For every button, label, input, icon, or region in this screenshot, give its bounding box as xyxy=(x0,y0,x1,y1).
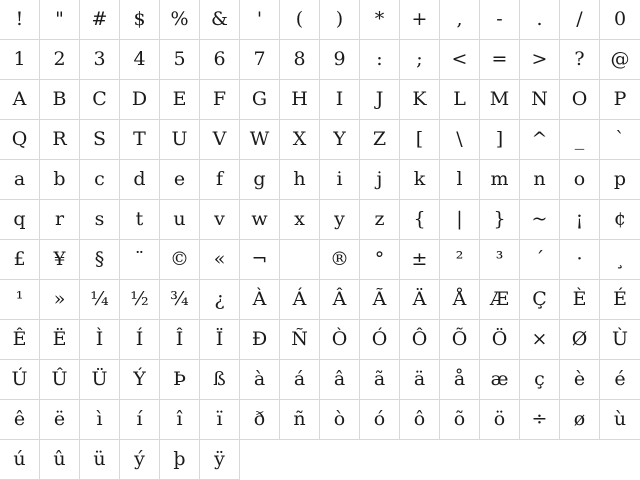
glyph-cell[interactable]: ê xyxy=(0,400,40,440)
glyph-cell[interactable]: U xyxy=(160,120,200,160)
glyph-cell[interactable]: ½ xyxy=(120,280,160,320)
glyph-cell[interactable]: M xyxy=(480,80,520,120)
glyph-cell[interactable]: n xyxy=(520,160,560,200)
glyph-cell[interactable]: Û xyxy=(40,360,80,400)
glyph-cell[interactable]: . xyxy=(520,0,560,40)
glyph-cell[interactable]: < xyxy=(440,40,480,80)
glyph-cell[interactable]: 9 xyxy=(320,40,360,80)
glyph-cell[interactable]: ä xyxy=(400,360,440,400)
glyph-cell[interactable]: ! xyxy=(0,0,40,40)
glyph-cell[interactable]: õ xyxy=(440,400,480,440)
glyph-cell[interactable]: : xyxy=(360,40,400,80)
glyph-cell[interactable]: 2 xyxy=(40,40,80,80)
glyph-cell-empty xyxy=(480,440,520,480)
glyph-cell[interactable]: ? xyxy=(560,40,600,80)
glyph-cell-empty xyxy=(320,440,360,480)
glyph-cell[interactable]: 6 xyxy=(200,40,240,80)
glyph-cell[interactable]: 5 xyxy=(160,40,200,80)
glyph-cell[interactable]: F xyxy=(200,80,240,120)
glyph-cell-empty xyxy=(400,440,440,480)
glyph-cell[interactable]: , xyxy=(440,0,480,40)
glyph-cell[interactable]: N xyxy=(520,80,560,120)
glyph-cell[interactable]: À xyxy=(240,280,280,320)
glyph-cell[interactable]: L xyxy=(440,80,480,120)
glyph-cell[interactable]: H xyxy=(280,80,320,120)
glyph-cell[interactable]: é xyxy=(600,360,640,400)
glyph-cell[interactable]: ï xyxy=(200,400,240,440)
glyph-cell[interactable]: > xyxy=(520,40,560,80)
glyph-cell[interactable]: © xyxy=(160,240,200,280)
glyph-cell-empty xyxy=(360,440,400,480)
glyph-cell[interactable]: " xyxy=(40,0,80,40)
glyph-cell-empty xyxy=(560,440,600,480)
glyph-cell[interactable]: 1 xyxy=(0,40,40,80)
glyph-cell[interactable]: V xyxy=(200,120,240,160)
glyph-cell[interactable]: q xyxy=(0,200,40,240)
glyph-cell[interactable]: 7 xyxy=(240,40,280,80)
glyph-cell[interactable]: 4 xyxy=(120,40,160,80)
glyph-cell[interactable]: y xyxy=(320,200,360,240)
glyph-cell[interactable]: p xyxy=(600,160,640,200)
glyph-cell[interactable]: m xyxy=(480,160,520,200)
glyph-cell[interactable]: O xyxy=(560,80,600,120)
glyph-cell[interactable]: ' xyxy=(240,0,280,40)
glyph-cell[interactable]: à xyxy=(240,360,280,400)
glyph-cell[interactable]: Å xyxy=(440,280,480,320)
glyph-cell[interactable]: â xyxy=(320,360,360,400)
glyph-cell[interactable]: Õ xyxy=(440,320,480,360)
glyph-cell[interactable]: 3 xyxy=(80,40,120,80)
glyph-cell[interactable]: o xyxy=(560,160,600,200)
glyph-cell[interactable]: ° xyxy=(360,240,400,280)
glyph-cell[interactable]: æ xyxy=(480,360,520,400)
glyph-cell[interactable]: _ xyxy=(560,120,600,160)
glyph-cell[interactable]: h xyxy=(280,160,320,200)
glyph-cell[interactable]: ö xyxy=(480,400,520,440)
glyph-cell[interactable]: P xyxy=(600,80,640,120)
glyph-cell[interactable]: T xyxy=(120,120,160,160)
glyph-cell[interactable]: K xyxy=(400,80,440,120)
glyph-cell[interactable]: ³ xyxy=(480,240,520,280)
glyph-cell[interactable]: ø xyxy=(560,400,600,440)
glyph-cell[interactable]: Ü xyxy=(80,360,120,400)
glyph-cell[interactable]: Q xyxy=(0,120,40,160)
glyph-cell[interactable]: = xyxy=(480,40,520,80)
glyph-cell[interactable]: ] xyxy=(480,120,520,160)
glyph-cell[interactable]: Ï xyxy=(200,320,240,360)
glyph-cell[interactable]: v xyxy=(200,200,240,240)
glyph-cell[interactable]: ¿ xyxy=(200,280,240,320)
glyph-cell[interactable]: a xyxy=(0,160,40,200)
glyph-cell[interactable]: « xyxy=(200,240,240,280)
glyph-cell[interactable]: e xyxy=(160,160,200,200)
glyph-cell[interactable]: » xyxy=(40,280,80,320)
glyph-cell[interactable]: Ì xyxy=(80,320,120,360)
glyph-cell[interactable]: Ò xyxy=(320,320,360,360)
glyph-cell-empty xyxy=(280,440,320,480)
glyph-cell-empty xyxy=(440,440,480,480)
glyph-cell[interactable]: u xyxy=(160,200,200,240)
glyph-cell-empty xyxy=(240,440,280,480)
glyph-cell[interactable]: l xyxy=(440,160,480,200)
glyph-cell[interactable]: } xyxy=(480,200,520,240)
glyph-cell[interactable]: f xyxy=(200,160,240,200)
glyph-cell[interactable]: x xyxy=(280,200,320,240)
glyph-cell[interactable]: § xyxy=(80,240,120,280)
glyph-cell[interactable]: ( xyxy=(280,0,320,40)
glyph-cell-empty xyxy=(520,440,560,480)
glyph-cell[interactable]: ; xyxy=(400,40,440,80)
glyph-cell[interactable]: ã xyxy=(360,360,400,400)
glyph-cell[interactable]: Ã xyxy=(360,280,400,320)
glyph-cell[interactable]: $ xyxy=(120,0,160,40)
glyph-cell[interactable]: I xyxy=(320,80,360,120)
glyph-cell[interactable]: ú xyxy=(0,440,40,480)
glyph-cell[interactable]: { xyxy=(400,200,440,240)
glyph-cell[interactable]: È xyxy=(560,280,600,320)
glyph-cell[interactable]: î xyxy=(160,400,200,440)
glyph-cell[interactable]: ü xyxy=(80,440,120,480)
glyph-cell[interactable]: k xyxy=(400,160,440,200)
glyph-cell[interactable]: X xyxy=(280,120,320,160)
glyph-cell[interactable]: Þ xyxy=(160,360,200,400)
glyph-cell[interactable]: Ñ xyxy=(280,320,320,360)
glyph-cell[interactable]: & xyxy=(200,0,240,40)
glyph-cell[interactable]: A xyxy=(0,80,40,120)
glyph-cell[interactable]: z xyxy=(360,200,400,240)
glyph-cell[interactable]: ® xyxy=(320,240,360,280)
glyph-cell[interactable]: Z xyxy=(360,120,400,160)
glyph-cell[interactable]: W xyxy=(240,120,280,160)
glyph-cell[interactable]: Æ xyxy=(480,280,520,320)
glyph-cell[interactable]: Ý xyxy=(120,360,160,400)
glyph-cell[interactable]: ¸ xyxy=(600,240,640,280)
glyph-cell[interactable]: / xyxy=(560,0,600,40)
glyph-cell[interactable]: ë xyxy=(40,400,80,440)
glyph-cell[interactable]: ÿ xyxy=(200,440,240,480)
glyph-cell[interactable]: b xyxy=(40,160,80,200)
glyph-cell[interactable]: s xyxy=(80,200,120,240)
glyph-cell[interactable] xyxy=(280,240,320,280)
glyph-cell[interactable]: ù xyxy=(600,400,640,440)
glyph-cell[interactable]: r xyxy=(40,200,80,240)
glyph-cell[interactable]: ó xyxy=(360,400,400,440)
glyph-cell[interactable]: w xyxy=(240,200,280,240)
glyph-cell[interactable]: ð xyxy=(240,400,280,440)
glyph-cell[interactable]: å xyxy=(440,360,480,400)
glyph-cell[interactable]: Ô xyxy=(400,320,440,360)
glyph-cell[interactable]: 8 xyxy=(280,40,320,80)
glyph-cell[interactable]: C xyxy=(80,80,120,120)
glyph-cell[interactable]: è xyxy=(560,360,600,400)
glyph-cell[interactable]: Â xyxy=(320,280,360,320)
glyph-cell[interactable]: ¹ xyxy=(0,280,40,320)
glyph-cell[interactable]: Ó xyxy=(360,320,400,360)
glyph-cell[interactable]: £ xyxy=(0,240,40,280)
glyph-cell[interactable]: í xyxy=(120,400,160,440)
glyph-cell[interactable]: \ xyxy=(440,120,480,160)
glyph-cell[interactable]: S xyxy=(80,120,120,160)
glyph-cell[interactable]: Ç xyxy=(520,280,560,320)
glyph-cell[interactable]: ¨ xyxy=(120,240,160,280)
glyph-cell[interactable]: i xyxy=(320,160,360,200)
glyph-cell[interactable]: Ø xyxy=(560,320,600,360)
glyph-cell[interactable]: ñ xyxy=(280,400,320,440)
glyph-cell[interactable]: Ù xyxy=(600,320,640,360)
glyph-cell[interactable]: ± xyxy=(400,240,440,280)
glyph-cell[interactable]: Ö xyxy=(480,320,520,360)
glyph-cell[interactable]: | xyxy=(440,200,480,240)
glyph-cell[interactable]: t xyxy=(120,200,160,240)
glyph-cell[interactable]: B xyxy=(40,80,80,120)
glyph-cell[interactable]: J xyxy=(360,80,400,120)
glyph-cell[interactable]: Á xyxy=(280,280,320,320)
glyph-cell[interactable]: D xyxy=(120,80,160,120)
glyph-cell[interactable]: ¥ xyxy=(40,240,80,280)
glyph-cell[interactable]: ^ xyxy=(520,120,560,160)
glyph-cell[interactable]: ) xyxy=(320,0,360,40)
glyph-cell[interactable]: ¡ xyxy=(560,200,600,240)
glyph-cell[interactable]: ý xyxy=(120,440,160,480)
glyph-cell[interactable]: ¼ xyxy=(80,280,120,320)
glyph-cell[interactable]: û xyxy=(40,440,80,480)
glyph-cell[interactable]: ¢ xyxy=(600,200,640,240)
glyph-cell[interactable]: ç xyxy=(520,360,560,400)
glyph-cell[interactable]: ~ xyxy=(520,200,560,240)
glyph-cell[interactable]: c xyxy=(80,160,120,200)
glyph-cell[interactable]: Î xyxy=(160,320,200,360)
glyph-cell[interactable]: R xyxy=(40,120,80,160)
glyph-cell[interactable]: [ xyxy=(400,120,440,160)
glyph-cell[interactable]: · xyxy=(560,240,600,280)
glyph-cell[interactable]: * xyxy=(360,0,400,40)
glyph-cell[interactable]: ´ xyxy=(520,240,560,280)
glyph-cell[interactable]: É xyxy=(600,280,640,320)
glyph-cell[interactable]: Ë xyxy=(40,320,80,360)
glyph-cell[interactable]: E xyxy=(160,80,200,120)
glyph-cell[interactable]: 0 xyxy=(600,0,640,40)
glyph-cell[interactable]: g xyxy=(240,160,280,200)
glyph-cell[interactable]: - xyxy=(480,0,520,40)
glyph-cell[interactable]: G xyxy=(240,80,280,120)
glyph-cell[interactable]: ¬ xyxy=(240,240,280,280)
glyph-cell[interactable]: Ú xyxy=(0,360,40,400)
glyph-cell[interactable]: d xyxy=(120,160,160,200)
glyph-cell[interactable]: ² xyxy=(440,240,480,280)
glyph-cell-empty xyxy=(600,440,640,480)
glyph-cell[interactable]: ß xyxy=(200,360,240,400)
glyph-cell[interactable]: × xyxy=(520,320,560,360)
glyph-cell[interactable]: Ê xyxy=(0,320,40,360)
glyph-cell[interactable]: ô xyxy=(400,400,440,440)
glyph-cell[interactable]: # xyxy=(80,0,120,40)
glyph-cell[interactable]: Í xyxy=(120,320,160,360)
glyph-cell[interactable]: ÷ xyxy=(520,400,560,440)
glyph-cell[interactable]: Ð xyxy=(240,320,280,360)
glyph-cell[interactable]: Y xyxy=(320,120,360,160)
glyph-cell[interactable]: Ä xyxy=(400,280,440,320)
glyph-cell[interactable]: + xyxy=(400,0,440,40)
glyph-cell[interactable]: á xyxy=(280,360,320,400)
glyph-cell[interactable]: ` xyxy=(600,120,640,160)
glyph-cell[interactable]: ì xyxy=(80,400,120,440)
glyph-cell[interactable]: j xyxy=(360,160,400,200)
glyph-cell[interactable]: ¾ xyxy=(160,280,200,320)
glyph-cell[interactable]: % xyxy=(160,0,200,40)
glyph-cell[interactable]: @ xyxy=(600,40,640,80)
glyph-cell[interactable]: þ xyxy=(160,440,200,480)
glyph-cell[interactable]: ò xyxy=(320,400,360,440)
